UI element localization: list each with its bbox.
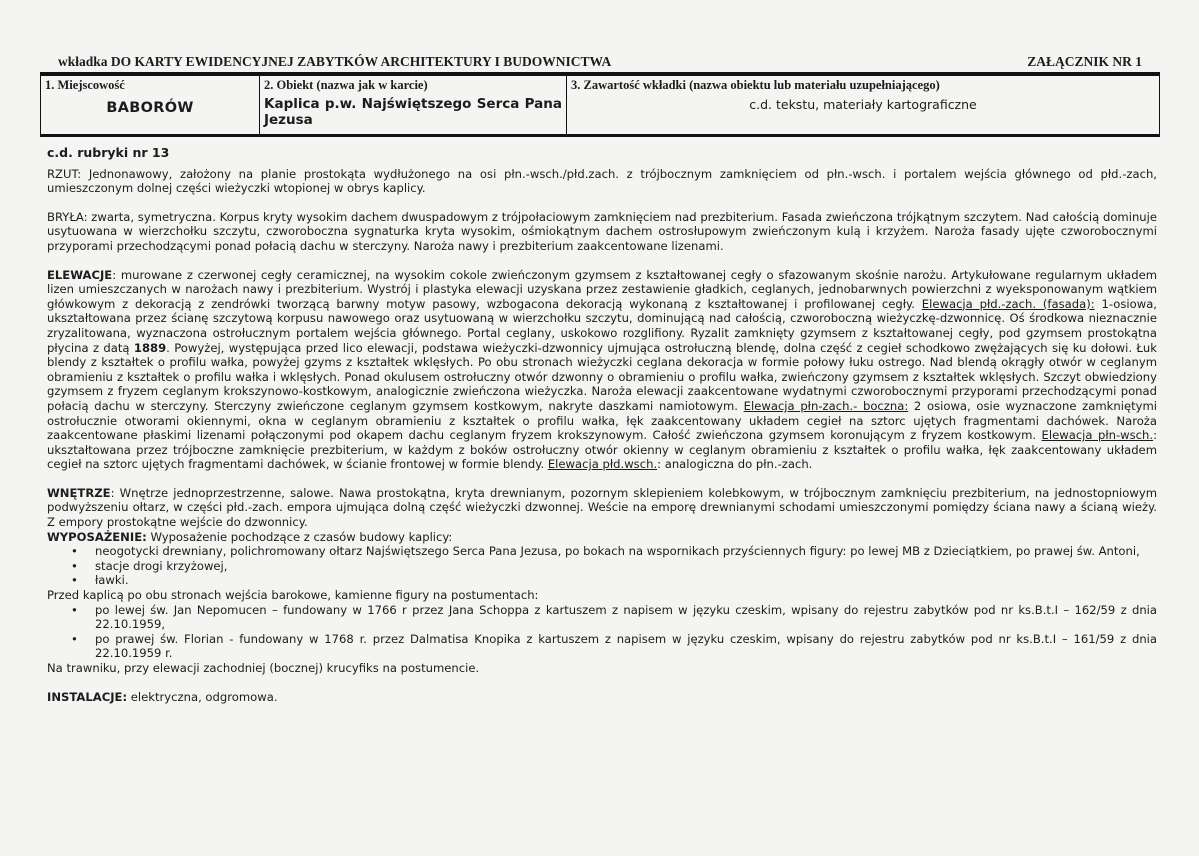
figury-list <box>47 603 1157 661</box>
elewacje-text-1: : murowane z czerwonej cegły ceramicznej, na wysokim cokole zwieńczonym gzymsem z kształtowanej cegły o sfazowanym skośnie narożu. Artykułowane regularnym układem lizen umieszczanych w narożach nawy i prezbiterium. Wystrój i plastyka elewacji uzyskana przez zestawienie gładkich, ceglanych, jednobarwnych powierzchni z wyeksponowanym wątkiem główkowym z dekoracją z zendrówki tworzącą barwny motyw pasowy, wzbogacona dekoracją wykonaną z kształtowanej i profilowanej cegły. <box>47 267 1157 311</box>
elewacje-text-2: 1-osiowa, ukształtowana przez ścianę szczytową korpusu nawowego oraz usytuowaną w wierzchołku szczytu, dominującą nad całością, czworoboczną wieżyczkę-dzwonnicę. Oś środkowa nieznacznie zryzalitowana, wyznaczona ostrołucznym portalem wejścia głównego. Portal ceglany, uskokowo rozglifiony. Ryzalit zamknięty gzymsem z kształtowanej cegły, pod gzymsem prostokątna płycina z datą <box>47 296 1157 355</box>
list-item: • neogotycki drewniany, polichromowany ołtarz Najświętszego Serca Pana Jezusa, po bokach na wspornikach przyściennych figury: po lewej MB z Dzieciątkiem, po prawej św. Antoni, <box>95 544 1157 559</box>
field-object-value: Kaplica p.w. Najświętszego Serca Pana Jezusa <box>264 96 562 128</box>
paragraph-wyposazenie <box>47 530 1157 545</box>
elewacje-text-6: : analogiczna do płn.-zach. <box>657 457 813 472</box>
fields-row <box>40 76 1160 137</box>
elewacje-text-5: : ukształtowana przez trójboczne zamknięcie prezbiterium, w każdym z boków ostrołuczny otwór okienny w ceglanym obramieniu z kształtek o profilu wałka, łęk zaakcentowany układem cegieł na sztorc ujętych fragmentami dachówek, w ścianie frontowej w formie blendy. <box>47 428 1157 472</box>
elewacja-boczna-label: Elewacja płn-zach.- boczna: <box>743 398 909 413</box>
field-content-label: 3. Zawartość wkładki (nazwa obiektu lub materiału uzupełniającego) <box>571 78 940 92</box>
paragraph-przed: Przed kaplicą po obu stronach wejścia barokowe, kamienne figury na postumentach: <box>47 588 539 603</box>
elewacja-fasada-label: Elewacja płd.-zach. (fasada): <box>921 296 1095 311</box>
paragraph-elewacje <box>47 268 1157 472</box>
paragraph-trawnik: Na trawniku, przy elewacji zachodniej (bocznej) krucyfiks na postumencie. <box>47 661 480 675</box>
field-locality-value: BABORÓW <box>106 100 194 116</box>
list-item: • po prawej św. Florian - fundowany w 1768 r. przez Dalmatisa Knopika z kartuszem z napisem w języku czeskim, wpisany do rejestru zabytków pod nr ks.B.t.I – 161/59 z dnia 22.10.1959 r. <box>95 632 1157 661</box>
field-object <box>260 76 567 134</box>
paragraph-wnetrze <box>47 486 1157 530</box>
instalacje-label: INSTALACJE: <box>47 689 128 704</box>
elewacje-label: ELEWACJE <box>47 267 113 282</box>
wyposazenie-text: Wyposażenie pochodzące z czasów budowy kaplicy: <box>146 529 453 544</box>
document-page <box>40 50 1160 137</box>
paragraph-bryla: BRYŁA: zwarta, symetryczna. Korpus kryty wysokim dachem dwuspadowym z trójpołaciowym zamknięciem nad prezbiterium. Fasada zwieńczona trójkątnym szczytem. Nad całością dominuje usytuowana w wierzchołku szczytu, czworoboczna sygnaturka kryta wysokim, ośmiokątnym dachem ostrosłupowym zwieńczonym kulą i krzyżem. Naroża fasady ujęte czworobocznymi przyporami przechodzącymi ponad połacią dachu w sterczyny. Naroża nawy i prezbiterium zaakcentowane lizenami. <box>47 209 1157 253</box>
year-1889: 1889 <box>133 340 167 355</box>
elewacje-text-3: . Powyżej, występująca przed lico elewacji, podstawa wieżyczki-dzwonnicy ujmująca ostrołuczną blendę, dolna część z cegieł schodkowo zwężających się ku dołowi. Łuk blendy z kształtek o profilu wałka, powyżej gzyms z kształtek wklęsłych. Po obu stronach wieżyczki ceglana dekoracja w formie połowy łuku ostrego. Nad blendą okrągły otwór w ceglanym obramieniu z kształtek o profilu wałka i wklęsłych. Ponad okulusem ostrołuczny otwór dzwonny o obramieniu o profilu wałka, zwieńczony gzymsem z kształtek wklęsłych. Szczyt obwiedziony gzymsem z fryzem ceglanym krokszynowo-kostkowym, analogicznie zwieńczona wieżyczka. Naroża elewacji zaakcentowane wydatnymi czworobocznymi przyporami przechodzącymi ponad połacią dachu w sterczyny. Sterczyny zwieńczone ceglanym gzymsem kostkowym, nakryte daszkami namiotowym. <box>47 340 1157 413</box>
paragraph-rzut: RZUT: Jednonawowy, założony na planie prostokąta wydłużonego na osi płn.-wsch./płd.zach. z trójbocznym zamknięciem od płn.-wsch. i portalem wejścia głównego od płd.-zach, umieszczonym dolnej części wieżyczki wtopionej w obrys kaplicy. <box>47 166 1157 196</box>
elewacje-text-4: 2 osiowa, osie wyznaczone zamkniętymi ostrołucznie otworami okiennymi, okna w ceglanym obramieniu z kształtek o profilu wałka, łęk zaakcentowany układem cegieł na sztorc ujętych fragmentami dachówek. Naroża zaakcentowane płaskimi lizenami połączonymi pod okapem dachu ceglanym fryzem krokszynowym. Całość zwieńczona gzymsem koronującym z fryzem kostkowym. <box>47 398 1158 443</box>
document-header <box>40 50 1160 72</box>
form-title: wkładka DO KARTY EWIDENCYJNEJ ZABYTKÓW ARCHITEKTURY I BUDOWNICTWA <box>58 54 612 69</box>
instalacje-text: elektryczna, odgromowa. <box>127 689 278 704</box>
paragraph-instalacje <box>47 690 1157 705</box>
field-content <box>567 76 1160 134</box>
document-body <box>47 146 1157 704</box>
wyposazenie-label: WYPOSAŻENIE: <box>47 529 147 544</box>
wnetrze-label: WNĘTRZE <box>47 485 111 500</box>
field-content-value: c.d. tekstu, materiały kartograficzne <box>749 97 977 112</box>
field-locality <box>40 76 260 134</box>
annex-label: ZAŁĄCZNIK NR 1 <box>1027 54 1142 69</box>
elewacja-plnwsch-label: Elewacja płn-wsch. <box>1041 428 1154 443</box>
field-locality-label: 1. Miejscowość <box>45 78 125 92</box>
wnetrze-text: : Wnętrze jednoprzestrzenne, salowe. Nawa prostokątna, kryta drewnianym, pozornym sklepieniem kolebkowym, w trójbocznym zamknięciu prezbiterium, na jednostopniowym podwyższeniu ołtarz, w części płd.-zach. empora ujmująca dolną część wieżyczki dzwonnej. Weście na emporę drewnianymi schodami umieszczonymi pomiędzy ściana nawy a ścianą wieży. Z empory prostokątne wejście do dzwonnicy. <box>47 485 1157 530</box>
section-subtitle: c.d. rubryki nr 13 <box>47 145 170 160</box>
list-item: • po lewej św. Jan Nepomucen – fundowany w 1766 r przez Jana Schoppa z kartuszem z napisem w języku czeskim, wpisany do rejestru zabytków pod nr ks.B.t.I – 162/59 z dnia 22.10.1959, <box>95 603 1157 632</box>
field-object-label: 2. Obiekt (nazwa jak w karcie) <box>264 78 428 92</box>
list-item: • ławki. <box>95 573 1157 588</box>
wyposazenie-list <box>47 544 1157 588</box>
elewacja-pldwsch-label: Elewacja płd.wsch. <box>547 457 658 472</box>
list-item: • stacje drogi krzyżowej, <box>95 559 1157 574</box>
